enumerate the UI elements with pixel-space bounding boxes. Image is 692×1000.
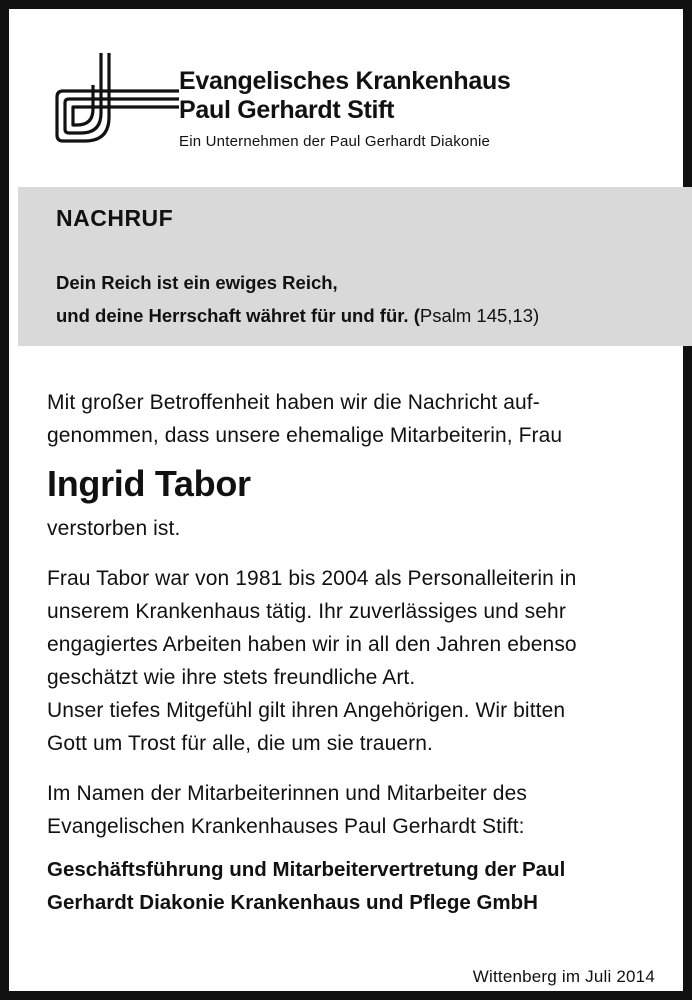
deceased-line: verstorben ist. (47, 517, 181, 540)
para2-line: Unser tiefes Mitgefühl gilt ihren Angehörigen. Wir bitten (47, 699, 566, 722)
psalm-reference: Psalm 145,13) (419, 305, 540, 326)
title-band (18, 187, 692, 346)
para2-line: geschätzt wie ihre stets freundliche Art. (47, 666, 416, 689)
para2-line: Gott um Trost für alle, die um sie trauern. (47, 732, 433, 755)
cross-logo-icon (51, 51, 181, 147)
org-name-line2: Paul Gerhardt Stift (179, 96, 395, 124)
org-name-line1: Evangelisches Krankenhaus (179, 67, 511, 95)
signature-line: Gerhardt Diakonie Krankenhaus und Pflege GmbH (47, 891, 538, 914)
para2-line: unserem Krankenhaus tätig. Ihr zuverlässiges und sehr (47, 600, 566, 623)
org-subtitle: Ein Unternehmen der Paul Gerhardt Diakonie (179, 133, 491, 150)
intro-line1: Mit großer Betroffenheit haben wir die Nachricht auf- (47, 391, 540, 414)
obituary-body (47, 386, 667, 919)
organization-block (179, 67, 511, 152)
quote-line2-text: und deine Herrschaft währet für und für. ( (56, 305, 420, 326)
para3-line: Evangelischen Krankenhauses Paul Gerhardt Stift: (47, 815, 525, 838)
obituary-heading: NACHRUF (56, 205, 174, 231)
para2-line: engagiertes Arbeiten haben wir in all den Jahren ebenso (47, 633, 577, 656)
intro-line2: genommen, dass unsere ehemalige Mitarbeiterin, Frau (47, 424, 563, 447)
place-date: Wittenberg im Juli 2014 (472, 967, 655, 986)
para2-line: Frau Tabor war von 1981 bis 2004 als Personalleiterin in (47, 567, 577, 590)
para3-line: Im Namen der Mitarbeiterinnen und Mitarbeiter des (47, 782, 527, 805)
signature-line: Geschäftsführung und Mitarbeitervertretung der Paul (47, 858, 566, 881)
deceased-name: Ingrid Tabor (47, 463, 251, 504)
quote-line1: Dein Reich ist ein ewiges Reich, (56, 272, 338, 293)
quote-line2 (56, 299, 539, 332)
psalm-quote (56, 266, 539, 332)
header (45, 43, 665, 173)
